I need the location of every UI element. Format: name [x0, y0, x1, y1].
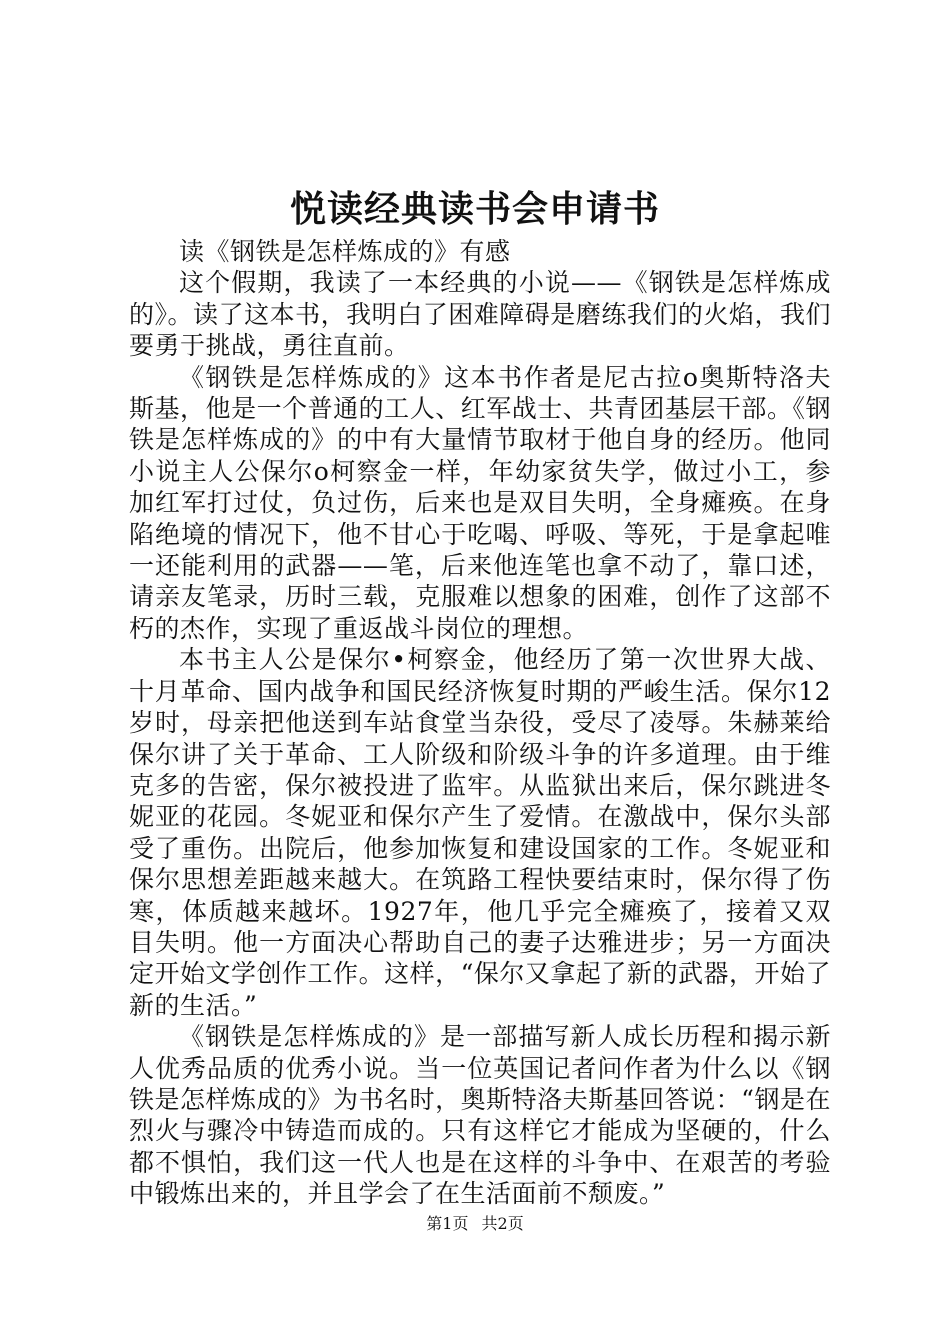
page-footer [0, 1214, 950, 1234]
document-body [129, 236, 831, 1210]
document-title: 悦读经典读书会申请书 [289, 188, 660, 230]
page-number: 第1页 [426, 1214, 469, 1233]
document-subtitle: 读《钢铁是怎样炼成的》有感 [179, 237, 511, 266]
paragraph: 本书主人公是保尔•柯察金，他经历了第一次世界大战、十月革命、国内战争和国民经济恢复时期的严峻生活。保尔12岁时，母亲把他送到车站食堂当杂役，受尽了凌辱。朱赫莱给保尔讲了关于革命、工人阶级和阶级斗争的许多道理。由于维克多的告密，保尔被投进了监牢。从监狱出来后，保尔跳进冬妮亚的花园。冬妮亚和保尔产生了爱情。在激战中，保尔头部受了重伤。出院后，他参加恢复和建设国家的工作。冬妮亚和保尔思想差距越来越大。在筑路工程快要结束时，保尔得了伤寒，体质越来越坏。1927年，他几乎完全瘫痪了，接着又双目失明。他一方面决心帮助自己的妻子达雅进步；另一方面决定开始文学创作工作。这样，“保尔又拿起了新的武器，开始了新的生活。” [129, 645, 831, 1020]
page-total: 共2页 [481, 1214, 524, 1233]
paragraph: 《钢铁是怎样炼成的》是一部描写新人成长历程和揭示新人优秀品质的优秀小说。当一位英国记者问作者为什么以《钢铁是怎样炼成的》为书名时，奥斯特洛夫斯基回答说：“钢是在烈火与骤冷中铸造而成的。只有这样它才能成为坚硬的，什么都不惧怕，我们这一代人也是在这样的斗争中、在艰苦的考验中锻炼出来的，并且学会了在生活面前不颓废。” [129, 1022, 831, 1209]
paragraph: 《钢铁是怎样炼成的》这本书作者是尼古拉o奥斯特洛夫斯基，他是一个普通的工人、红军战士、共青团基层干部。《钢铁是怎样炼成的》的中有大量情节取材于他自身的经历。他同小说主人公保尔o柯察金一样，年幼家贫失学，做过小工，参加红军打过仗，负过伤，后来也是双目失明，全身瘫痪。在身陷绝境的情况下，他不甘心于吃喝、呼吸、等死，于是拿起唯一还能利用的武器——笔，后来他连笔也拿不动了，靠口述，请亲友笔录，历时三载，克服难以想象的困难，创作了这部不朽的杰作，实现了重返战斗岗位的理想。 [129, 362, 831, 643]
paragraph: 这个假期，我读了一本经典的小说——《钢铁是怎样炼成的》。读了这本书，我明白了困难障碍是磨练我们的火焰，我们要勇于挑战，勇往直前。 [129, 268, 831, 361]
